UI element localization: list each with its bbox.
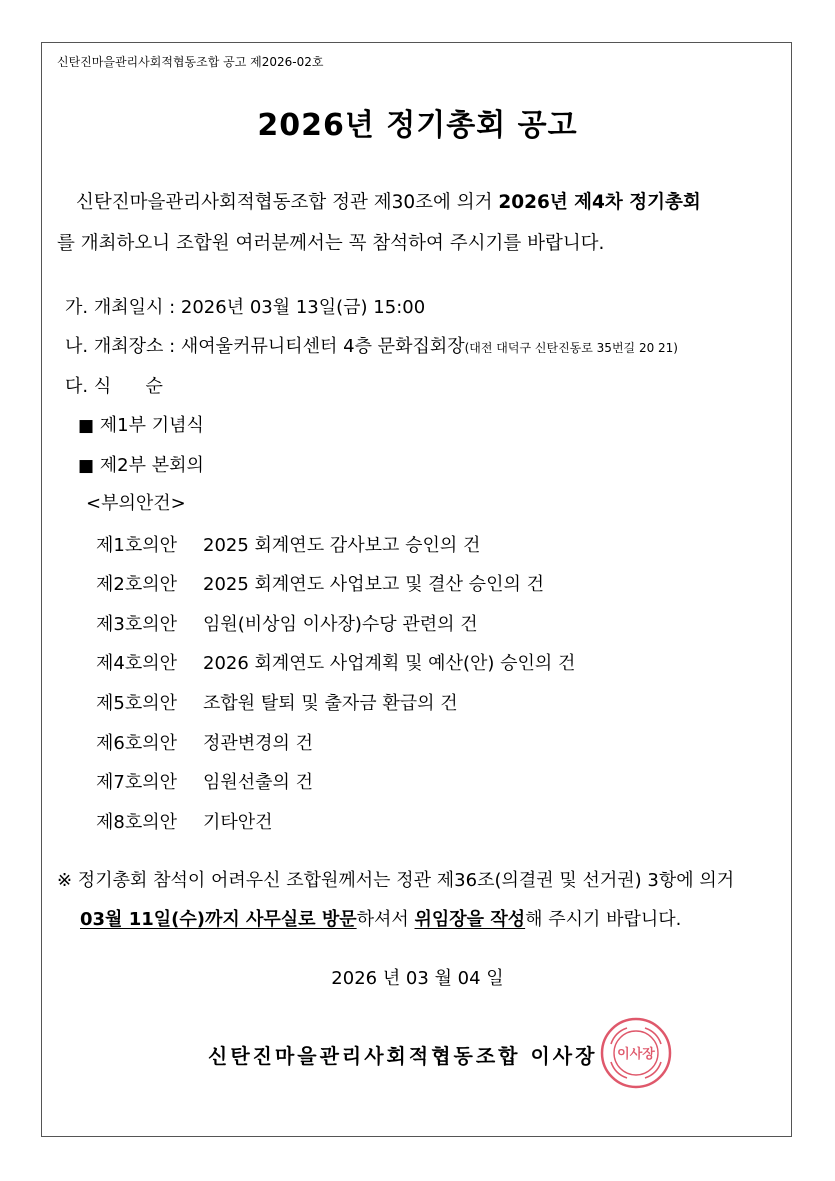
- meeting-place-address: (대전 대덕구 신탄진동로 35번길 20 21): [464, 341, 678, 355]
- part1-label: 제1부 기념식: [99, 415, 204, 436]
- agenda-item-text: 정관변경의 건: [203, 733, 314, 754]
- part2-row: [78, 451, 204, 477]
- agenda-item-no: 제1호의안: [96, 535, 178, 556]
- order-label: 다. 식 순: [65, 376, 163, 397]
- agenda-item-text: 임원(비상임 이사장)수당 관련의 건: [203, 614, 478, 635]
- proxy-note-line-2: [80, 905, 681, 931]
- proxy-note-mid: 하셔서: [356, 909, 415, 930]
- part1-row: [78, 411, 204, 437]
- meeting-date-label: 가. 개최일시 :: [65, 297, 181, 318]
- meeting-place-row: [65, 332, 678, 358]
- proxy-note-end: 해 주시기 바랍니다.: [525, 909, 682, 930]
- proxy-deadline: 03월 11일(수)까지 사무실로 방문: [80, 909, 357, 930]
- agenda-item-no: 제8호의안: [96, 812, 178, 833]
- agenda-item-text: 2025 회계연도 사업보고 및 결산 승인의 건: [203, 574, 544, 595]
- meeting-date-row: [65, 293, 425, 319]
- agenda-heading: <부의안건>: [86, 493, 186, 514]
- agenda-item-no: 제5호의안: [96, 693, 178, 714]
- doc-number: 신탄진마을관리사회적협동조합 공고 제2026-02호: [57, 55, 324, 69]
- agenda-item-text: 조합원 탈퇴 및 출자금 환급의 건: [203, 693, 458, 714]
- agenda-item-no: 제6호의안: [96, 733, 178, 754]
- intro-line-1: [76, 188, 701, 214]
- signer-name: 신탄진마을관리사회적협동조합 이사장: [208, 1044, 598, 1068]
- issue-date: 2026 년 03 월 04 일: [331, 968, 504, 989]
- agenda-item-text: 기타안건: [203, 812, 273, 833]
- agenda-item-no: 제2호의안: [96, 574, 178, 595]
- square-bullet-icon: ■: [78, 456, 95, 476]
- meeting-place-value: 새여울커뮤니티센터 4층 문화집회장: [180, 336, 465, 357]
- official-seal-icon: [599, 1016, 673, 1090]
- part2-label: 제2부 본회의: [99, 455, 204, 476]
- agenda-item-text: 2026 회계연도 사업계획 및 예산(안) 승인의 건: [203, 653, 576, 674]
- proxy-form-instruction: 위임장을 작성: [414, 909, 526, 930]
- page-title: 2026년 정기총회 공고: [257, 108, 578, 143]
- seal-inner-text: 이사장: [617, 1047, 655, 1062]
- intro-meeting-name: 2026년 제4차 정기총회: [498, 192, 701, 213]
- agenda-item-no: 제3호의안: [96, 614, 178, 635]
- agenda-item-no: 제7호의안: [96, 772, 178, 793]
- agenda-item-text: 임원선출의 건: [203, 772, 314, 793]
- intro-prefix: 신탄진마을관리사회적협동조합 정관 제30조에 의거: [76, 192, 499, 213]
- square-bullet-icon: ■: [78, 416, 95, 436]
- intro-line-2: 를 개최하오니 조합원 여러분께서는 꼭 참석하여 주시기를 바랍니다.: [57, 233, 605, 254]
- meeting-date-value: 2026년 03월 13일(금) 15:00: [180, 297, 426, 318]
- agenda-item-text: 2025 회계연도 감사보고 승인의 건: [203, 535, 481, 556]
- meeting-place-label: 나. 개최장소 :: [65, 336, 181, 357]
- agenda-item-no: 제4호의안: [96, 653, 178, 674]
- proxy-note-line-1: ※ 정기총회 참석이 어려우신 조합원께서는 정관 제36조(의결권 및 선거권) 3항에 의거: [57, 870, 735, 891]
